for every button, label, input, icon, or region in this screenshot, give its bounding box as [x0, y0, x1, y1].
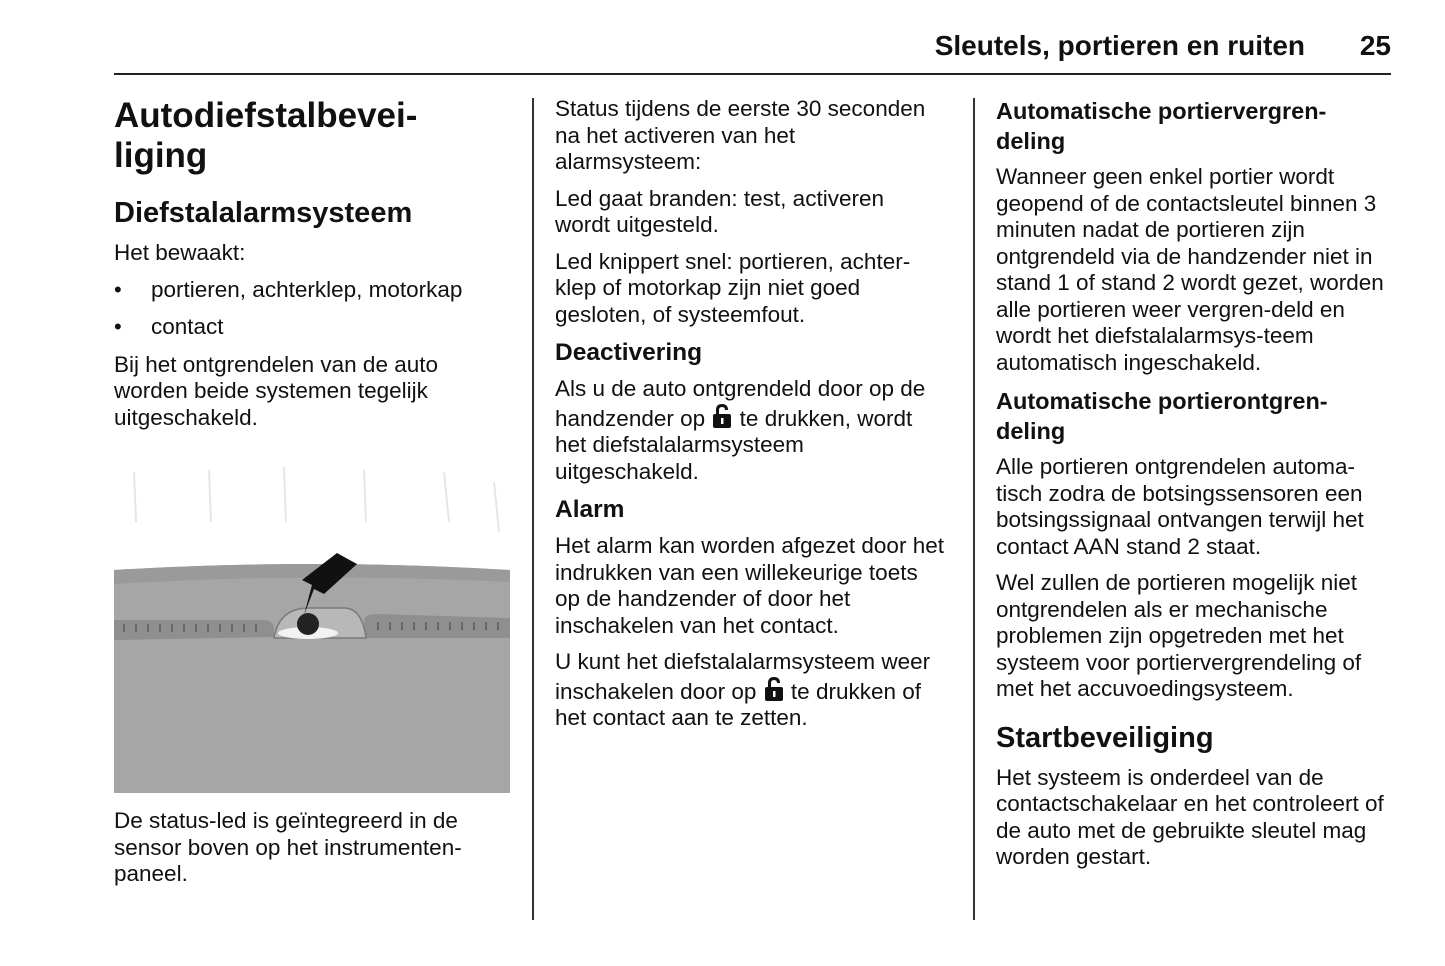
running-header-title: Sleutels, portieren en ruiten — [934, 30, 1305, 61]
column-2 — [555, 96, 960, 742]
paragraph: Alle portieren ontgrendelen automa-tisch zodra de botsingssensoren een botsingssignaal ontvangen terwijl het contact AAN stand 2 staat. — [996, 454, 1364, 559]
figure-caption-block — [114, 808, 514, 898]
section-title — [114, 96, 514, 176]
unlock-icon — [711, 403, 733, 429]
dashboard-sensor-illustration — [114, 462, 510, 793]
subsection-title: Diefstalalarmsysteem — [114, 197, 413, 229]
section-title-line1: Autodiefstalbevei- — [114, 96, 418, 135]
figure-caption: De status-led is geïntegreerd in de sensor boven op het instrumenten-paneel. — [114, 808, 462, 886]
paragraph: Status tijdens de eerste 30 seconden na het activeren van het alarmsysteem: — [555, 96, 926, 174]
deact-text-b: te drukken, wordt het diefstalalarmsysteem uitgeschakeld. — [555, 405, 913, 484]
heading-deactivering: Deactivering — [555, 339, 703, 366]
section-title-line2: liging — [114, 136, 208, 175]
heading-auto-unlock: Automatische portierontgren-deling — [996, 388, 1328, 444]
paragraph: Bij het ontgrendelen van de auto worden beide systemen tegelijk uitgeschakeld. — [114, 351, 438, 430]
alarm-text-a: U kunt het diefstalalarmsysteem weer inschakelen door op — [555, 649, 931, 704]
alarm-text-b: te drukken of het contact aan te zetten. — [555, 678, 921, 730]
paragraph: Wanneer geen enkel portier wordt geopend of de contactsleutel binnen 3 minuten nadat de portieren zijn ontgrendeld via de handzender niet in stand 1 of stand 2 wordt gezet, worden alle portieren weer vergren-deld en wordt het diefstalalarmsys-teem automatisch ingeschakeld. — [996, 164, 1384, 375]
heading-auto-lock: Automatische portiervergren-deling — [996, 98, 1327, 154]
paragraph — [555, 649, 955, 732]
intro-text: Het bewaakt: — [114, 240, 246, 265]
paragraph: Wel zullen de portieren mogelijk niet ontgrendelen als er mechanische problemen zijn opgetreden met het systeem voor portiervergrendeling of met het accuvoedingsysteem. — [996, 570, 1362, 701]
paragraph — [555, 376, 935, 485]
list-item: • contact — [114, 314, 514, 341]
header-rule — [114, 73, 1391, 75]
deact-text-a: Als u de auto ontgrendeld door op de handzender op — [555, 376, 926, 431]
heading-alarm: Alarm — [555, 496, 625, 523]
page-number: 25 — [1359, 30, 1391, 61]
list-item: • portieren, achterklep, motorkap — [114, 277, 514, 304]
paragraph: Het systeem is onderdeel van de contactschakelaar en het controleert of de auto met de gebruikte sleutel mag worden gestart. — [996, 764, 1384, 869]
unlock-icon — [763, 676, 785, 702]
column-divider-2 — [973, 98, 975, 920]
paragraph: Led gaat branden: test, activeren wordt uitgesteld. — [555, 185, 884, 237]
column-3 — [996, 96, 1396, 881]
paragraph: Het alarm kan worden afgezet door het indrukken van een willekeurige toets op de handzender of door het inschakelen van het contact. — [555, 533, 944, 638]
column-1 — [114, 96, 514, 441]
paragraph: Led knippert snel: portieren, achter-klep of motorkap zijn niet goed gesloten, of systeemfout. — [555, 248, 911, 327]
column-divider-1 — [532, 98, 534, 920]
heading-startbeveiliging: Startbeveiliging — [996, 721, 1214, 754]
bullet-list — [114, 277, 514, 341]
